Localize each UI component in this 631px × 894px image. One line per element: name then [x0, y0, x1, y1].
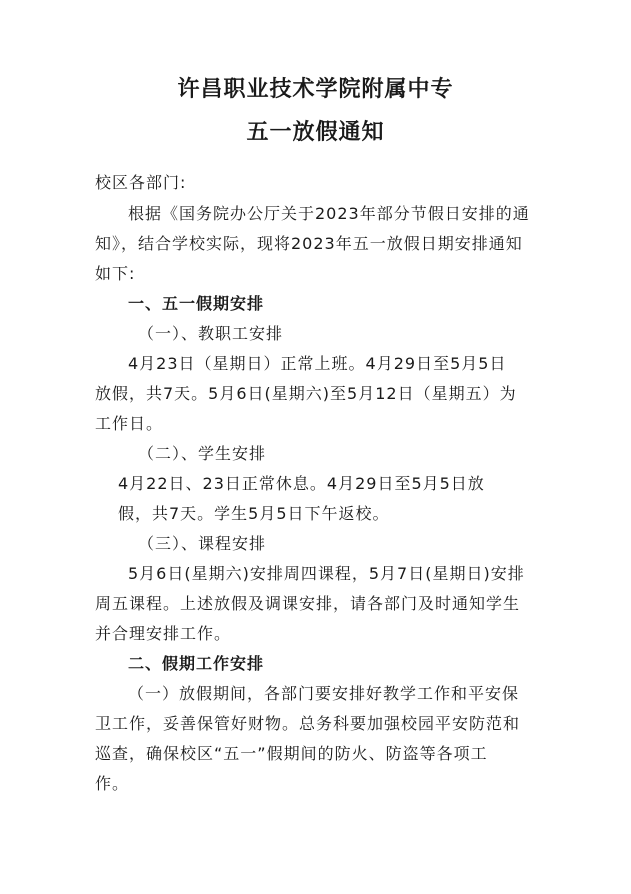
intro-line: 知》，结合学校实际，现将2023年五一放假日期安排通知	[95, 234, 523, 253]
courses-line: 并合理安排工作。	[95, 624, 232, 643]
document-title: 许昌职业技术学院附属中专	[177, 77, 454, 102]
courses-heading: （三）、课程安排	[138, 534, 267, 553]
document-subtitle: 五一放假通知	[246, 120, 385, 145]
section-1-heading: 一、五一假期安排	[128, 294, 265, 313]
intro-line: 根据《国务院办公厅关于2023年部分节假日安排的通	[128, 204, 530, 223]
intro-line: 如下:	[95, 264, 136, 283]
students-line: 4月22日、23日正常休息。4月29日至5月5日放	[118, 474, 485, 493]
work-line: 卫工作，妥善保管好财物。总务科要加强校园平安防范和	[95, 714, 521, 733]
students-line: 假，共7天。学生5月5日下午返校。	[118, 504, 390, 523]
courses-line: 5月6日(星期六)安排周四课程，5月7日(星期日)安排	[128, 564, 525, 583]
students-heading: （二）、学生安排	[138, 444, 267, 463]
work-line: （一）放假期间，各部门要安排好教学工作和平安保	[128, 684, 520, 703]
staff-line: 工作日。	[95, 414, 164, 433]
courses-line: 周五课程。上述放假及调课安排，请各部门及时通知学生	[95, 594, 521, 613]
staff-line: 4月23日（星期日）正常上班。4月29日至5月5日	[128, 354, 507, 373]
work-line: 巡查，确保校区“五一”假期间的防火、防盗等各项工	[95, 744, 488, 763]
section-2-heading: 二、假期工作安排	[128, 654, 265, 673]
staff-heading: （一）、教职工安排	[138, 324, 284, 343]
work-line: 作。	[95, 774, 130, 793]
staff-line: 放假，共7天。5月6日(星期六)至5月12日（星期五）为	[95, 384, 517, 403]
salutation: 校区各部门:	[95, 173, 187, 192]
